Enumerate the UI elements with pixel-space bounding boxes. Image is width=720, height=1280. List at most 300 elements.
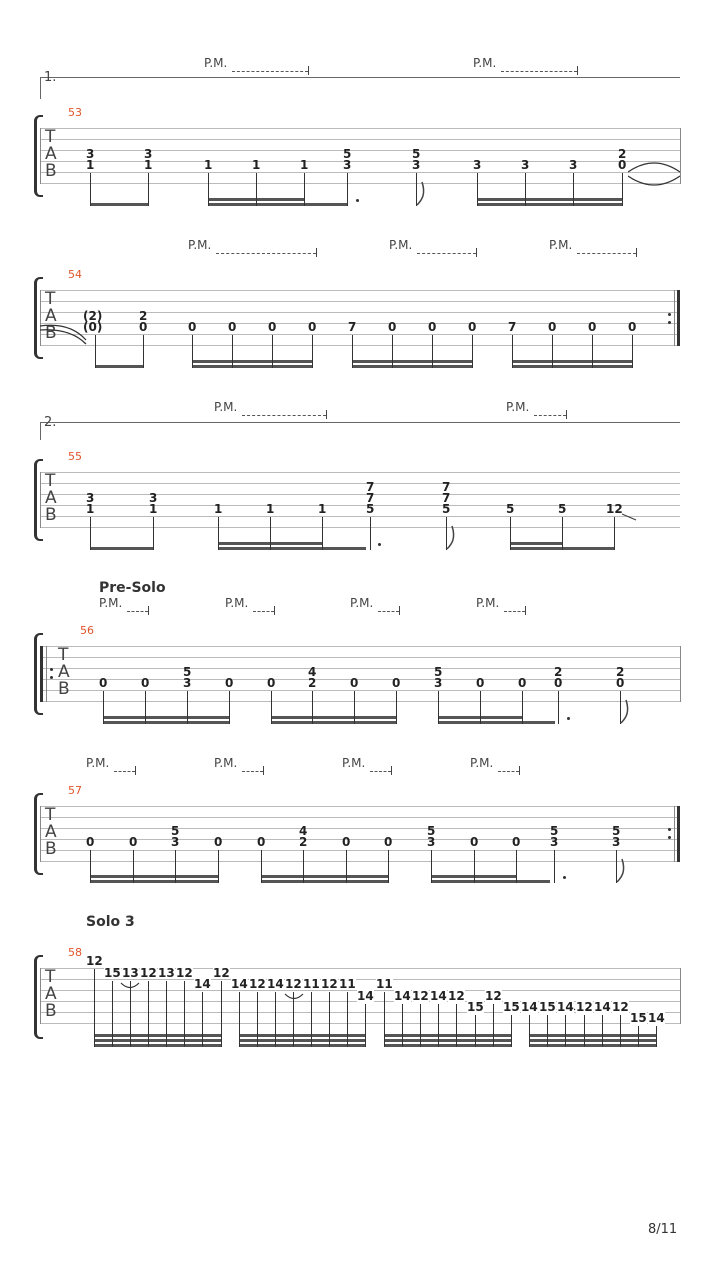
note-stem xyxy=(270,517,271,550)
fret-number: 5 xyxy=(412,147,421,161)
palm-mute-label: P.M. xyxy=(86,756,110,770)
beam xyxy=(95,365,143,368)
fret-number: 12 xyxy=(612,1000,629,1014)
fret-number: 12 xyxy=(86,954,103,968)
repeat-dot xyxy=(668,313,671,316)
palm-mute-extent xyxy=(242,415,326,416)
fret-number: 14 xyxy=(430,989,447,1003)
note-stem xyxy=(311,992,312,1047)
fret-number: 1 xyxy=(252,158,261,172)
note-stem xyxy=(431,850,432,883)
fret-number: 0 xyxy=(554,676,563,690)
repeat-start-thick-line xyxy=(40,646,43,702)
beam xyxy=(438,721,555,724)
palm-mute-extent xyxy=(378,611,399,612)
measure-number: 55 xyxy=(68,450,82,463)
fret-number: (0) xyxy=(83,320,103,334)
note-stem xyxy=(94,969,95,1047)
palm-mute-end xyxy=(525,606,526,615)
note-stem xyxy=(153,517,154,550)
tab-clef-b: B xyxy=(45,1001,57,1021)
tab-clef-a: A xyxy=(45,144,57,164)
fret-number: 14 xyxy=(648,1011,665,1025)
note-stem xyxy=(312,335,313,368)
barline xyxy=(680,646,681,702)
volta-bracket-line xyxy=(40,422,680,423)
note-stem xyxy=(370,517,371,550)
palm-mute-extent xyxy=(253,611,274,612)
note-stem xyxy=(584,1015,585,1047)
palm-mute-label: P.M. xyxy=(470,756,494,770)
measure-number: 56 xyxy=(80,624,94,637)
note-stem xyxy=(510,517,511,550)
beam xyxy=(90,547,153,550)
note-stem xyxy=(352,335,353,368)
tab-clef-t: T xyxy=(45,967,56,987)
fret-number: 0 xyxy=(188,320,197,334)
note-stem xyxy=(175,850,176,883)
note-stem xyxy=(103,691,104,724)
fret-number: 5 xyxy=(366,502,375,516)
fret-number: 14 xyxy=(521,1000,538,1014)
fret-number: 2 xyxy=(139,309,148,323)
fret-number: 5 xyxy=(612,824,621,838)
tab-clef-a: A xyxy=(45,822,57,842)
repeat-end-thick-line xyxy=(677,806,680,862)
palm-mute-extent xyxy=(417,253,476,254)
beam xyxy=(271,716,396,719)
beam xyxy=(192,360,312,363)
beam xyxy=(477,203,622,206)
tab-clef-b: B xyxy=(45,505,57,525)
fret-number: 0 xyxy=(388,320,397,334)
section-label-solo-3: Solo 3 xyxy=(86,914,135,930)
palm-mute-label: P.M. xyxy=(506,400,530,414)
fret-number: 2 xyxy=(554,665,563,679)
note-stem xyxy=(511,1015,512,1047)
note-stem xyxy=(396,691,397,724)
beam xyxy=(208,203,347,206)
fret-number: 3 xyxy=(183,676,192,690)
fret-number: 12 xyxy=(176,966,193,980)
fret-number: 12 xyxy=(576,1000,593,1014)
palm-mute-end xyxy=(263,766,264,775)
fret-number: 3 xyxy=(569,158,578,172)
fret-number: 0 xyxy=(308,320,317,334)
palm-mute-extent xyxy=(501,71,577,72)
note-stem xyxy=(438,1004,439,1047)
note-stem xyxy=(202,992,203,1047)
palm-mute-end xyxy=(566,410,567,419)
fret-number: 7 xyxy=(442,491,451,505)
tab-clef-b: B xyxy=(45,323,57,343)
barline xyxy=(680,128,681,184)
palm-mute-end xyxy=(326,410,327,419)
measure-number: 58 xyxy=(68,946,82,959)
fret-number: 0 xyxy=(141,676,150,690)
note-stem xyxy=(656,1026,657,1047)
fret-number: 1 xyxy=(86,502,95,516)
tab-clef-b: B xyxy=(45,839,57,859)
fret-number: 0 xyxy=(518,676,527,690)
fret-number: 3 xyxy=(412,158,421,172)
note-stem xyxy=(592,335,593,368)
dotted-note-dot xyxy=(563,876,566,879)
beam xyxy=(261,875,388,878)
palm-mute-extent xyxy=(504,611,525,612)
palm-mute-label: P.M. xyxy=(99,596,123,610)
fret-number: 12 xyxy=(321,977,338,991)
fret-number: 12 xyxy=(485,989,502,1003)
fret-number: 5 xyxy=(183,665,192,679)
tab-clef-t: T xyxy=(45,471,56,491)
tab-clef-a: A xyxy=(45,984,57,1004)
note-stem xyxy=(232,335,233,368)
tie-arc xyxy=(628,160,680,186)
tab-clef-b: B xyxy=(58,679,70,699)
eighth-flag xyxy=(446,524,458,550)
slide-out-mark xyxy=(622,512,638,522)
fret-number: 0 xyxy=(512,835,521,849)
palm-mute-extent xyxy=(114,771,135,772)
beam xyxy=(192,365,312,368)
note-stem xyxy=(208,173,209,206)
tab-clef-t: T xyxy=(45,127,56,147)
fret-number: 2 xyxy=(618,147,627,161)
note-stem xyxy=(516,850,517,883)
note-stem xyxy=(90,850,91,883)
eighth-flag xyxy=(620,698,632,724)
fret-number: 14 xyxy=(557,1000,574,1014)
note-stem xyxy=(620,1015,621,1047)
fret-number: 3 xyxy=(612,835,621,849)
fret-number: 3 xyxy=(86,147,95,161)
palm-mute-end xyxy=(391,766,392,775)
note-stem xyxy=(257,992,258,1047)
fret-number: 0 xyxy=(476,676,485,690)
fret-number: 4 xyxy=(299,824,308,838)
note-stem xyxy=(347,173,348,206)
note-stem xyxy=(293,992,294,1047)
palm-mute-extent xyxy=(370,771,391,772)
fret-number: 1 xyxy=(214,502,223,516)
beam xyxy=(384,1034,511,1037)
beam xyxy=(90,203,148,206)
palm-mute-label: P.M. xyxy=(214,400,238,414)
beam xyxy=(218,547,366,550)
palm-mute-label: P.M. xyxy=(350,596,374,610)
volta-first-label: 1. xyxy=(44,70,57,85)
dotted-note-dot xyxy=(378,543,381,546)
fret-number: 3 xyxy=(144,147,153,161)
section-label-pre-solo: Pre-Solo xyxy=(99,580,166,596)
palm-mute-end xyxy=(519,766,520,775)
tab-staff xyxy=(40,128,680,184)
fret-number: 0 xyxy=(548,320,557,334)
fret-number: 0 xyxy=(86,835,95,849)
dotted-note-dot xyxy=(567,717,570,720)
beam xyxy=(431,880,550,883)
fret-number: 0 xyxy=(257,835,266,849)
note-stem xyxy=(354,691,355,724)
fret-number: 5 xyxy=(442,502,451,516)
fret-number: 3 xyxy=(550,835,559,849)
palm-mute-end xyxy=(148,606,149,615)
fret-number: 5 xyxy=(506,502,515,516)
palm-mute-label: P.M. xyxy=(214,756,238,770)
fret-number: 0 xyxy=(342,835,351,849)
palm-mute-label: P.M. xyxy=(473,56,497,70)
note-stem xyxy=(166,981,167,1047)
fret-number: 11 xyxy=(303,977,320,991)
fret-number: 5 xyxy=(171,824,180,838)
note-stem xyxy=(145,691,146,724)
tab-clef-a: A xyxy=(45,488,57,508)
fret-number: 0 xyxy=(129,835,138,849)
note-stem xyxy=(239,992,240,1047)
pull-off-arc xyxy=(284,993,304,1001)
palm-mute-label: P.M. xyxy=(225,596,249,610)
palm-mute-extent xyxy=(216,253,316,254)
volta-bracket-tick xyxy=(40,77,41,99)
fret-number: 12 xyxy=(606,502,623,516)
note-stem xyxy=(512,335,513,368)
palm-mute-extent xyxy=(577,253,636,254)
note-stem xyxy=(95,335,96,368)
palm-mute-label: P.M. xyxy=(342,756,366,770)
beam xyxy=(477,198,622,201)
note-stem xyxy=(493,1004,494,1047)
note-stem xyxy=(303,850,304,883)
fret-number: 0 xyxy=(350,676,359,690)
note-stem xyxy=(275,992,276,1047)
note-stem xyxy=(416,173,417,206)
note-stem xyxy=(384,992,385,1047)
note-stem xyxy=(438,691,439,724)
palm-mute-label: P.M. xyxy=(476,596,500,610)
volta-bracket-tick xyxy=(40,422,41,440)
note-stem xyxy=(602,1015,603,1047)
fret-number: 7 xyxy=(366,480,375,494)
fret-number: 7 xyxy=(348,320,357,334)
repeat-start-thin-line xyxy=(46,646,47,702)
note-stem xyxy=(474,850,475,883)
palm-mute-label: P.M. xyxy=(204,56,228,70)
volta-bracket-line xyxy=(40,77,680,78)
note-stem xyxy=(475,1015,476,1047)
palm-mute-label: P.M. xyxy=(188,238,212,252)
repeat-dot xyxy=(668,836,671,839)
note-stem xyxy=(112,981,113,1047)
eighth-flag xyxy=(416,180,428,206)
tab-clef-b: B xyxy=(45,161,57,181)
fret-number: 2 xyxy=(299,835,308,849)
note-stem xyxy=(632,335,633,368)
palm-mute-end xyxy=(274,606,275,615)
tab-staff xyxy=(40,806,680,862)
fret-number: 0 xyxy=(616,676,625,690)
fret-number: 12 xyxy=(213,966,230,980)
fret-number: 0 xyxy=(99,676,108,690)
note-stem xyxy=(573,173,574,206)
beam xyxy=(103,721,229,724)
fret-number: 0 xyxy=(268,320,277,334)
barline xyxy=(40,472,41,528)
barline xyxy=(40,806,41,862)
beam xyxy=(90,875,218,878)
tab-clef-a: A xyxy=(58,662,70,682)
fret-number: 15 xyxy=(630,1011,647,1025)
eighth-flag xyxy=(616,857,628,883)
fret-number: 1 xyxy=(149,502,158,516)
fret-number: 0 xyxy=(214,835,223,849)
fret-number: 0 xyxy=(618,158,627,172)
note-stem xyxy=(388,850,389,883)
note-stem xyxy=(620,691,621,724)
fret-number: 3 xyxy=(427,835,436,849)
fret-number: 15 xyxy=(104,966,121,980)
fret-number: 5 xyxy=(558,502,567,516)
tab-clef-a: A xyxy=(45,306,57,326)
note-stem xyxy=(522,691,523,724)
fret-number: 3 xyxy=(171,835,180,849)
measure-number: 53 xyxy=(68,106,82,119)
fret-number: 7 xyxy=(442,480,451,494)
barline xyxy=(40,128,41,184)
fret-number: 0 xyxy=(470,835,479,849)
note-stem xyxy=(90,173,91,206)
fret-number: 0 xyxy=(384,835,393,849)
beam xyxy=(510,542,562,545)
fret-number: 5 xyxy=(550,824,559,838)
note-stem xyxy=(304,173,305,206)
beam xyxy=(271,721,396,724)
fret-number: 1 xyxy=(318,502,327,516)
note-stem xyxy=(638,1026,639,1047)
fret-number: 3 xyxy=(473,158,482,172)
tab-clef-t: T xyxy=(45,289,56,309)
beam xyxy=(512,365,632,368)
note-stem xyxy=(554,850,555,883)
beam xyxy=(529,1044,656,1047)
palm-mute-end xyxy=(316,248,317,257)
repeat-end-thin-line xyxy=(674,290,675,346)
fret-number: 0 xyxy=(267,676,276,690)
fret-number: 7 xyxy=(508,320,517,334)
fret-number: 7 xyxy=(366,491,375,505)
note-stem xyxy=(365,1004,366,1047)
fret-number: 13 xyxy=(122,966,139,980)
beam xyxy=(512,360,632,363)
note-stem xyxy=(184,981,185,1047)
note-stem xyxy=(271,691,272,724)
fret-number: 3 xyxy=(343,158,352,172)
fret-number: 3 xyxy=(86,491,95,505)
note-stem xyxy=(221,981,222,1047)
note-stem xyxy=(529,1015,530,1047)
palm-mute-label: P.M. xyxy=(549,238,573,252)
note-stem xyxy=(547,1015,548,1047)
fret-number: 14 xyxy=(267,977,284,991)
tab-staff xyxy=(40,646,680,702)
beam xyxy=(384,1044,511,1047)
fret-number: 15 xyxy=(539,1000,556,1014)
measure-number: 54 xyxy=(68,268,82,281)
repeat-dot xyxy=(668,828,671,831)
note-stem xyxy=(562,517,563,550)
volta-second-label: 2. xyxy=(44,415,57,430)
fret-number: 0 xyxy=(225,676,234,690)
tab-clef-t: T xyxy=(58,645,69,665)
fret-number: 14 xyxy=(194,977,211,991)
page-number: 8/11 xyxy=(648,1222,678,1237)
note-stem xyxy=(312,691,313,724)
fret-number: 0 xyxy=(628,320,637,334)
note-stem xyxy=(347,992,348,1047)
fret-number: 14 xyxy=(594,1000,611,1014)
beam xyxy=(261,880,388,883)
note-stem xyxy=(322,517,323,550)
fret-number: (2) xyxy=(83,309,103,323)
fret-number: 0 xyxy=(139,320,148,334)
beam xyxy=(529,1039,656,1042)
note-stem xyxy=(329,992,330,1047)
palm-mute-end xyxy=(308,66,309,75)
palm-mute-extent xyxy=(498,771,519,772)
tab-clef-t: T xyxy=(45,805,56,825)
note-stem xyxy=(525,173,526,206)
beam xyxy=(529,1034,656,1037)
note-stem xyxy=(187,691,188,724)
fret-number: 3 xyxy=(149,491,158,505)
note-stem xyxy=(346,850,347,883)
note-stem xyxy=(614,517,615,550)
fret-number: 12 xyxy=(448,989,465,1003)
note-stem xyxy=(456,1004,457,1047)
fret-number: 1 xyxy=(144,158,153,172)
palm-mute-label: P.M. xyxy=(389,238,413,252)
note-stem xyxy=(218,850,219,883)
fret-number: 0 xyxy=(228,320,237,334)
palm-mute-extent xyxy=(232,71,308,72)
fret-number: 1 xyxy=(204,158,213,172)
fret-number: 1 xyxy=(300,158,309,172)
fret-number: 2 xyxy=(308,676,317,690)
fret-number: 12 xyxy=(140,966,157,980)
palm-mute-extent xyxy=(534,415,566,416)
note-stem xyxy=(477,173,478,206)
note-stem xyxy=(565,1015,566,1047)
fret-number: 14 xyxy=(231,977,248,991)
fret-number: 12 xyxy=(249,977,266,991)
note-stem xyxy=(192,335,193,368)
note-stem xyxy=(256,173,257,206)
note-stem xyxy=(622,173,623,206)
note-stem xyxy=(148,173,149,206)
fret-number: 11 xyxy=(376,977,393,991)
fret-number: 5 xyxy=(434,665,443,679)
fret-number: 3 xyxy=(521,158,530,172)
fret-number: 0 xyxy=(468,320,477,334)
beam xyxy=(352,360,472,363)
palm-mute-end xyxy=(577,66,578,75)
note-stem xyxy=(432,335,433,368)
note-stem xyxy=(392,335,393,368)
beam xyxy=(90,880,218,883)
fret-number: 4 xyxy=(308,665,317,679)
beam xyxy=(103,716,229,719)
note-stem xyxy=(558,691,559,724)
